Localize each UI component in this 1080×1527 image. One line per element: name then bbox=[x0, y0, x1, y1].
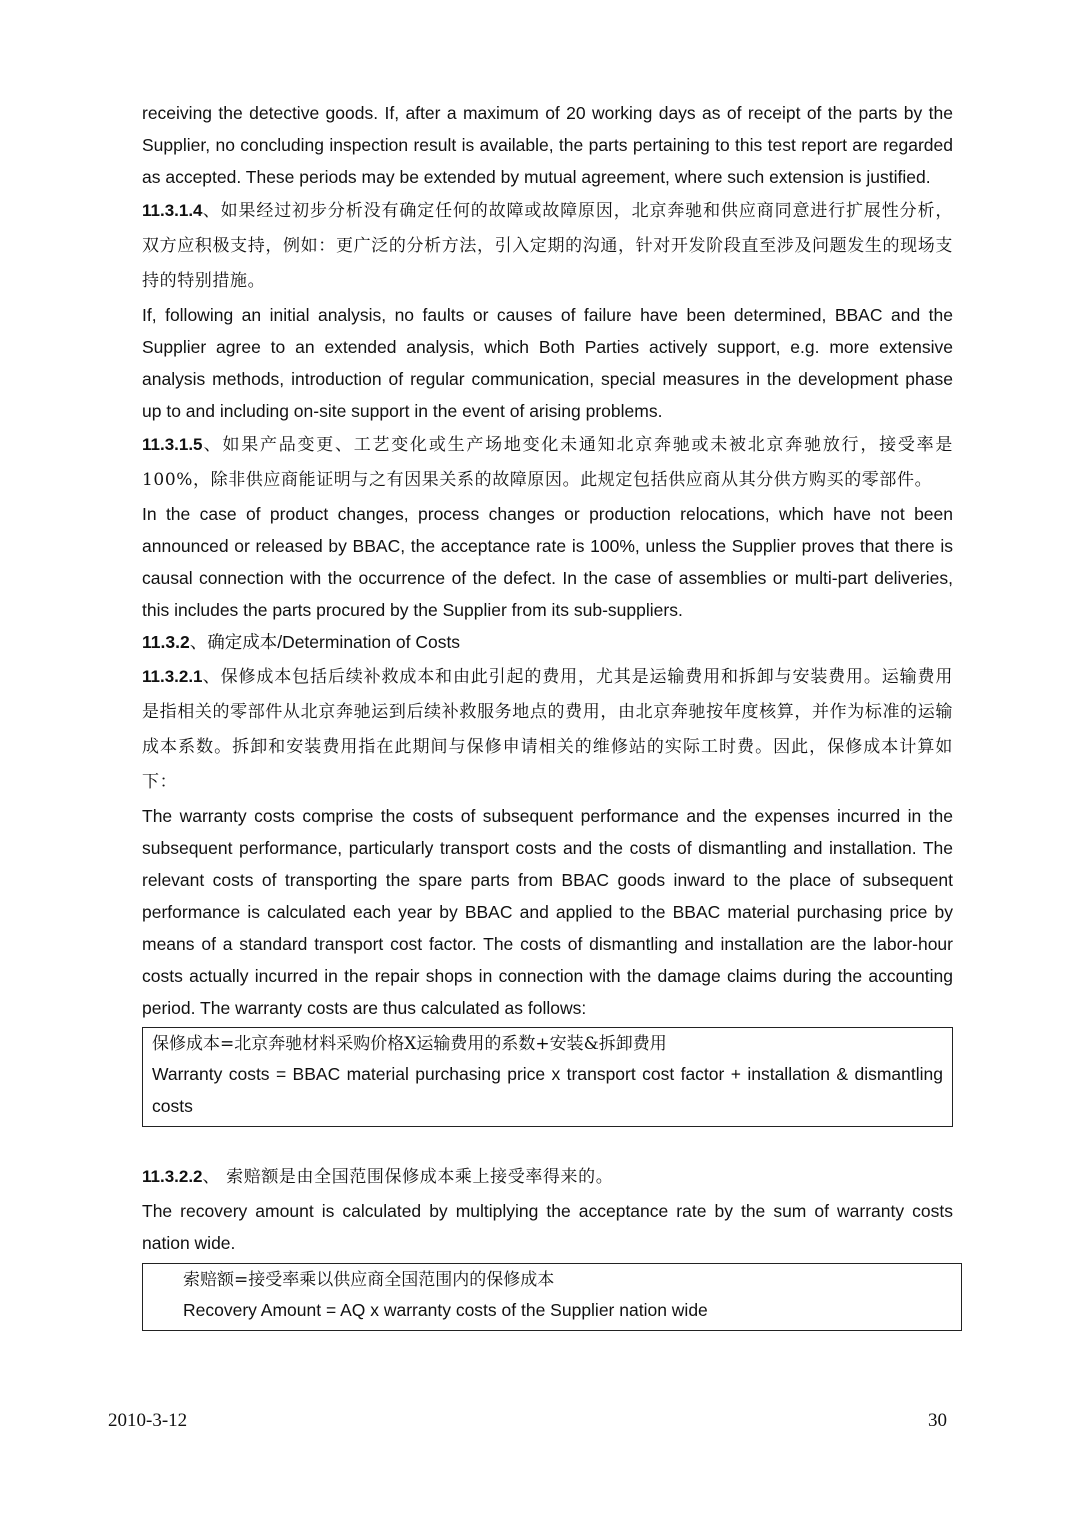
clause-11-3-2-1-zh bbox=[142, 659, 953, 800]
formula-en: Warranty costs = BBAC material purchasing price x transport cost factor + installation & dismantling costs bbox=[152, 1064, 943, 1116]
clause-number: 11.3.1.5 bbox=[142, 435, 203, 454]
clause-text: 、保修成本包括后续补救成本和由此引起的费用，尤其是运输费用和拆卸与安装费用。运输费用是指相关的零部件从北京奔驰运到后续补救服务地点的费用，由北京奔驰按年度核算，并作为标准的运输成本系数。拆卸和安装费用指在此期间与保修申请相关的维修站的实际工时费。因此，保修成本计算如下： bbox=[142, 667, 953, 792]
clause-11-3-1-5-en: In the case of product changes, process changes or production relocations, which have not been announced or released by BBAC, the acceptance rate is 100%, unless the Supplier proves that there is causal connection with the occurrence of the defect. In the case of assemblies or multi-part deliveries, this includes the parts procured by the Supplier from its sub-suppliers. bbox=[142, 504, 953, 620]
clause-11-3-2-2-en: The recovery amount is calculated by multiplying the acceptance rate by the sum of warranty costs nation wide. bbox=[142, 1201, 953, 1253]
recovery-amount-formula-box bbox=[142, 1263, 962, 1331]
clause-number: 11.3.2.1 bbox=[142, 667, 203, 686]
spacer bbox=[142, 1127, 953, 1159]
formula-zh: 保修成本=北京奔驰材料采购价格X运输费用的系数+安装&拆卸费用 bbox=[152, 1034, 667, 1054]
clause-11-3-2-1-en: The warranty costs comprise the costs of subsequent performance and the expenses incurred in the subsequent performance, particularly transport costs and the costs of dismantling and installation. The relevant costs of transporting the spare parts from BBAC goods inward to the place of subsequent performance is calculated each year by BBAC and applied to the BBAC material purchasing price by means of a standard transport cost factor. The costs of dismantling and installation are the labor-hour costs actually incurred in the repair shops in connection with the damage claims during the accounting period. The warranty costs are thus calculated as follows: bbox=[142, 806, 953, 1018]
clause-11-3-2-2-zh bbox=[142, 1159, 953, 1195]
section-number: 11.3.2 bbox=[142, 632, 190, 652]
clause-text: 、如果经过初步分析没有确定任何的故障或故障原因，北京奔驰和供应商同意进行扩展性分析，双方应积极支持，例如：更广泛的分析方法，引入定期的沟通，针对开发阶段直至涉及问题发生的现场支持的特别措施。 bbox=[142, 201, 953, 291]
clause-11-3-1-4-en: If, following an initial analysis, no faults or causes of failure have been determined, BBAC and the Supplier agree to an extended analysis, which Both Parties actively support, e.g. more extensive analysis methods, introduction of regular communication, special measures in the development phase up to and including on-site support in the event of arising problems. bbox=[142, 305, 953, 421]
formula-en: Recovery Amount = AQ x warranty costs of the Supplier nation wide bbox=[183, 1300, 708, 1320]
section-title: 、确定成本/Determination of Costs bbox=[189, 632, 461, 652]
clause-11-3-1-5-zh bbox=[142, 427, 953, 498]
page-body bbox=[142, 97, 953, 1331]
clause-text: 、如果产品变更、工艺变化或生产场地变化未通知北京奔驰或未被北京奔驰放行，接受率是100%，除非供应商能证明与之有因果关系的故障原因。此规定包括供应商从其分供方购买的零部件。 bbox=[142, 435, 953, 490]
clause-11-3-1-4-zh bbox=[142, 193, 953, 299]
formula-zh: 索赔额=接受率乘以供应商全国范围内的保修成本 bbox=[183, 1270, 555, 1290]
section-11-3-2-heading bbox=[142, 626, 953, 659]
footer-date: 2010-3-12 bbox=[108, 1410, 188, 1431]
clause-text: 、 索赔额是由全国范围保修成本乘上接受率得来的。 bbox=[202, 1167, 614, 1187]
page-number: 30 bbox=[928, 1410, 947, 1431]
clause-number: 11.3.2.2 bbox=[142, 1167, 203, 1186]
paragraph-receiving-goods: receiving the detective goods. If, after a maximum of 20 working days as of receipt of the parts by the Supplier, no concluding inspection result is available, the parts pertaining to this test report are regarded as accepted. These periods may be extended by mutual agreement, where such extension is justified. bbox=[142, 103, 953, 187]
clause-number: 11.3.1.4 bbox=[142, 201, 203, 220]
warranty-cost-formula-box bbox=[142, 1027, 953, 1127]
